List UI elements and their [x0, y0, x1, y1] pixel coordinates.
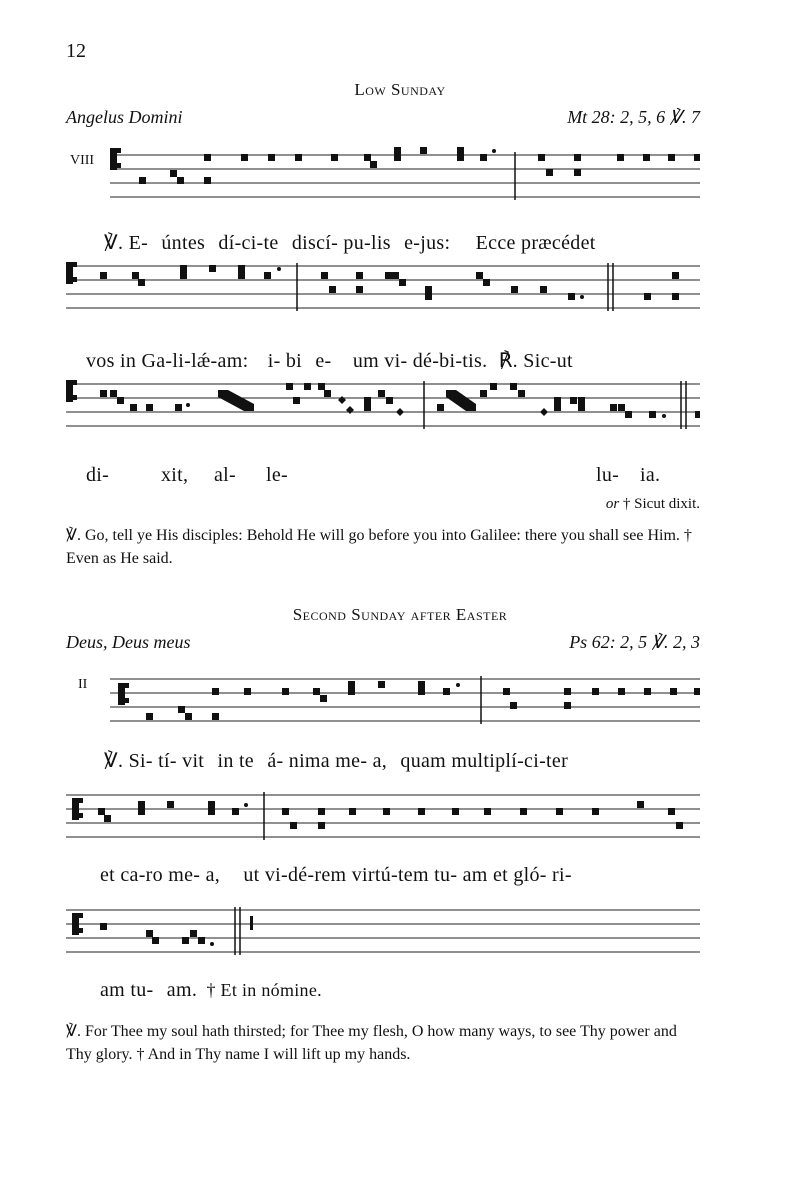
page-number: 12 — [66, 40, 86, 62]
scripture-reference: Mt 28: 2, 5, 6 ℣. 7 — [567, 107, 700, 127]
lyric-syllable: Ecce — [475, 232, 516, 254]
lyric-syllable: e- — [315, 350, 332, 372]
translation-low-sunday: ℣. Go, tell ye His disciples: Behold He will go before you into Galilee: there you shall see Him. † Even as He said. — [66, 527, 692, 567]
lyric-syllable: et — [492, 864, 508, 886]
lyric-syllable: ℣. Si- — [104, 750, 153, 772]
lyric-syllable: ℟. Sic-ut — [498, 350, 573, 372]
lyric-syllable: ut — [243, 864, 260, 886]
lyric-syllable: vos — [86, 350, 115, 372]
lyric-syllable: am. — [166, 979, 198, 1001]
lyric-syllable: um — [352, 350, 379, 372]
or-text: † Sicut dixit. — [622, 496, 700, 512]
mode-number: VIII — [70, 153, 95, 168]
lyric-line — [104, 230, 596, 255]
lyric-syllable: in — [217, 750, 234, 772]
lyric-syllable: vi-dé-rem — [264, 864, 347, 886]
incipit-angelus-domini: Angelus Domini — [66, 107, 183, 127]
lyric-syllable: te — [238, 750, 254, 772]
lyric-syllable: ca-ro — [120, 864, 163, 886]
lyric-syllable: vi- — [384, 350, 408, 372]
lyric-syllable: am — [100, 979, 126, 1001]
lyric-syllable: di- — [86, 464, 110, 486]
lyric-syllable: lu- — [596, 464, 620, 486]
scripture-reference: Ps 62: 2, 5 ℣. 2, 3 — [569, 632, 700, 652]
lyric-syllable: am: — [217, 350, 249, 372]
lyric-syllable: me- — [335, 750, 368, 772]
lyric-syllable: ri- — [552, 864, 572, 886]
lyric-syllable: ia. — [640, 464, 661, 486]
lyric-syllable: præcédet — [521, 232, 596, 254]
lyric-syllable: a, — [372, 750, 388, 772]
lyric-syllable: le- — [266, 464, 288, 486]
lyric-syllable: e-jus: — [404, 232, 451, 254]
lyric-syllable: gló- — [513, 864, 547, 886]
lyric-syllable: dé-bi-tis. — [412, 350, 488, 372]
or-prefix: or — [605, 496, 620, 512]
lyric-line — [100, 979, 322, 1002]
incipit-deus-deus-meus: Deus, Deus meus — [66, 632, 191, 652]
lyric-syllable: ℣. E- — [104, 232, 149, 254]
lyric-syllable: virtú-tem — [351, 864, 429, 886]
lyric-line — [104, 748, 568, 773]
lyric-syllable: me- — [168, 864, 201, 886]
lyric-syllable: úntes — [161, 232, 206, 254]
lyric-syllable: am — [462, 864, 488, 886]
section-title-second-sunday: Second Sunday after Easter — [292, 605, 508, 624]
lyric-syllable: dí-ci-te — [218, 232, 279, 254]
lyric-line — [86, 348, 573, 373]
lyric-line — [100, 864, 572, 887]
mode-number: II — [78, 677, 88, 692]
lyric-syllable: tí- — [158, 750, 177, 772]
lyric-syllable: nima — [288, 750, 330, 772]
lyric-syllable: á- — [267, 750, 284, 772]
lyric-syllable: multiplí-ci-ter — [451, 750, 569, 772]
lyric-syllable: Ga- — [141, 350, 173, 372]
lyric-syllable: bi — [285, 350, 303, 372]
lyric-syllable: discí- — [291, 232, 339, 254]
lyric-syllable: i- — [267, 350, 281, 372]
lyric-ending: † Et in nómine. — [206, 980, 322, 1000]
translation-second-sunday: ℣. For Thee my soul hath thirsted; for Thee my flesh, O how many ways, to see Thy power and Thy glory. † And in Thy name I will lift up my hands. — [66, 1023, 677, 1063]
lyric-syllable: pu-lis — [343, 232, 391, 254]
lyric-syllable: xit, — [161, 464, 189, 486]
lyric-syllable: a, — [205, 864, 221, 886]
alternate-ending-note — [606, 496, 700, 513]
lyric-syllable: tu- — [434, 864, 458, 886]
lyric-syllable: al- — [214, 464, 236, 486]
lyric-syllable: et — [100, 864, 116, 886]
lyric-syllable: vit — [182, 750, 205, 772]
lyric-syllable: lǽ- — [191, 350, 218, 372]
lyric-syllable: in — [120, 350, 137, 372]
lyric-syllable: tu- — [130, 979, 154, 1001]
lyric-syllable: li- — [172, 350, 192, 372]
section-title-low-sunday: Low Sunday — [354, 80, 446, 99]
lyric-syllable: quam — [400, 750, 447, 772]
